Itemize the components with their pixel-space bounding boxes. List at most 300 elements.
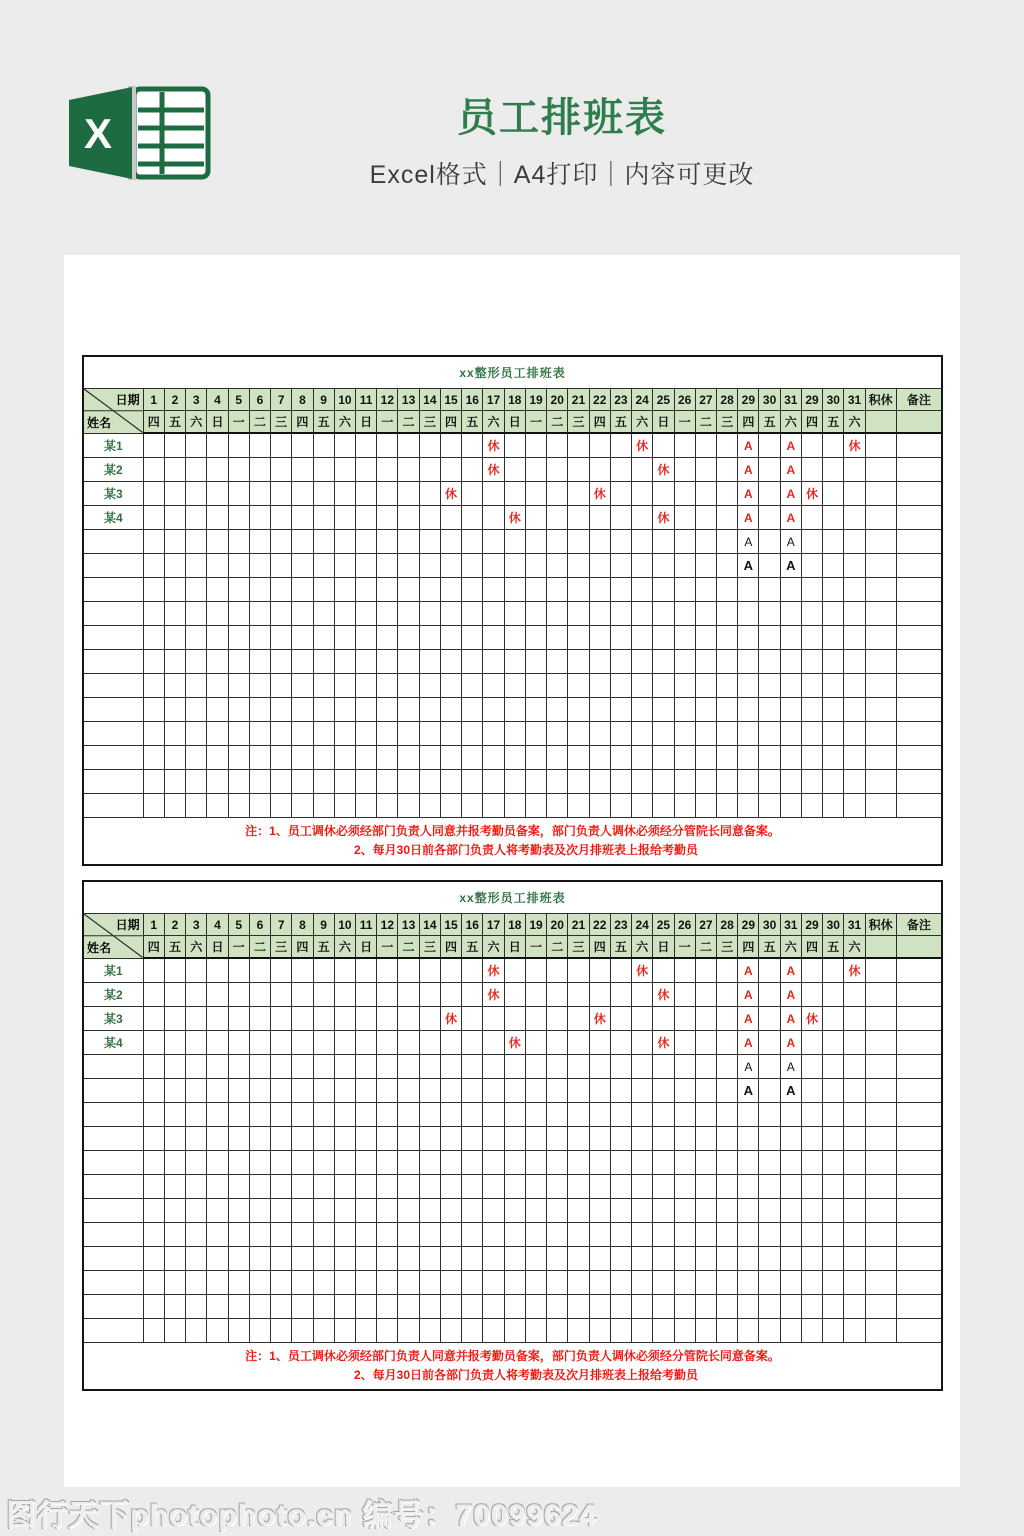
day-cell [525,1007,546,1031]
day-cell [249,1271,270,1295]
day-cell [759,554,780,578]
day-cell [292,482,313,506]
day-cell [271,1319,292,1343]
day-cell [674,674,695,698]
beizhu-cell [896,650,942,674]
weekday-header-cell: 四 [738,411,759,434]
day-cell [674,698,695,722]
day-cell [164,1247,185,1271]
day-cell [504,1175,525,1199]
day-cell [695,530,716,554]
weekday-header-cell: 三 [419,411,440,434]
day-cell [419,1055,440,1079]
day-cell [334,1271,355,1295]
day-cell [207,1007,228,1031]
jixiu-header-cell: 积休 [865,914,896,936]
day-cell [525,1127,546,1151]
day-cell [632,1127,653,1151]
mark-A: A [786,1035,796,1050]
day-cell [525,482,546,506]
day-cell [271,1295,292,1319]
day-cell [271,1151,292,1175]
day-cell [207,1175,228,1199]
day-cell [716,458,737,482]
day-cell [653,1175,674,1199]
day-cell [334,530,355,554]
day-cell [801,1175,822,1199]
day-cell [249,1199,270,1223]
date-header-cell: 18 [504,389,525,411]
day-cell [462,1103,483,1127]
day-cell [377,1127,398,1151]
day-cell [334,770,355,794]
day-cell [313,698,334,722]
day-cell [249,1103,270,1127]
weekday-header-cell: 日 [653,936,674,959]
day-cell [483,983,504,1007]
day-cell [334,983,355,1007]
day-cell [695,1271,716,1295]
day-cell [653,722,674,746]
jixiu-cell [865,554,896,578]
day-cell [844,1247,865,1271]
jixiu-cell [865,1031,896,1055]
day-cell [249,722,270,746]
weekday-header-cell: 四 [801,411,822,434]
weekday-header-cell: 日 [356,411,377,434]
employee-name-cell [83,746,143,770]
day-cell [568,698,589,722]
page-title: 员工排班表 [457,96,667,140]
day-cell [653,1151,674,1175]
date-header-cell: 7 [271,389,292,411]
day-cell [823,1319,844,1343]
day-cell [271,770,292,794]
day-cell [589,602,610,626]
day-cell [313,794,334,818]
day-cell [440,1295,461,1319]
day-cell [568,433,589,458]
beizhu-header-cell: 备注 [896,914,942,936]
day-cell [589,722,610,746]
day-cell [716,626,737,650]
day-cell [313,626,334,650]
day-cell [164,1103,185,1127]
jixiu-cell [865,1103,896,1127]
day-cell [525,770,546,794]
day-cell [801,530,822,554]
day-cell [377,1199,398,1223]
day-cell [780,674,801,698]
day-cell [462,530,483,554]
day-cell [525,433,546,458]
beizhu-cell [896,1319,942,1343]
day-cell [292,983,313,1007]
day-cell [504,554,525,578]
day-cell [292,433,313,458]
jixiu-cell [865,1271,896,1295]
day-cell [398,458,419,482]
day-cell [398,983,419,1007]
day-cell [780,1247,801,1271]
jixiu-cell [865,770,896,794]
day-cell [313,482,334,506]
day-cell [716,746,737,770]
day-cell [823,530,844,554]
notes-cell [83,1343,942,1391]
day-cell [440,602,461,626]
day-cell [377,698,398,722]
day-cell [844,578,865,602]
beizhu-cell [896,674,942,698]
day-cell [823,482,844,506]
weekday-header-cell: 四 [143,936,164,959]
weekday-header-cell: 一 [674,411,695,434]
note-line-2: 2、每月30日前各部门负责人将考勤表及次月排班表上报给考勤员 [353,843,699,857]
weekday-header-cell: 一 [674,936,695,959]
day-cell [780,1151,801,1175]
jixiu-cell [865,482,896,506]
day-cell [716,674,737,698]
day-cell [440,1247,461,1271]
day-cell [632,698,653,722]
day-cell [271,1103,292,1127]
day-cell [632,983,653,1007]
day-cell [547,482,568,506]
weekday-header-cell: 一 [228,411,249,434]
day-cell [164,1127,185,1151]
day-cell [547,1175,568,1199]
day-cell [801,1103,822,1127]
jixiu-cell [865,1175,896,1199]
day-cell [759,650,780,674]
day-cell [398,1175,419,1199]
day-cell [228,1127,249,1151]
day-cell [525,958,546,983]
day-cell [186,1079,207,1103]
day-cell [483,1055,504,1079]
date-header-cell: 25 [653,914,674,936]
day-cell [271,674,292,698]
day-cell [547,1295,568,1319]
mark-休: 休 [848,439,861,453]
beizhu-cell [896,1247,942,1271]
day-cell [823,506,844,530]
day-cell [249,482,270,506]
day-cell [695,626,716,650]
day-cell [228,433,249,458]
day-cell [164,722,185,746]
day-cell [207,602,228,626]
day-cell [483,482,504,506]
jixiu-cell [865,458,896,482]
date-header-cell: 9 [313,389,334,411]
day-cell [653,983,674,1007]
day-cell [568,1103,589,1127]
day-cell [207,626,228,650]
day-cell [547,698,568,722]
day-cell [334,433,355,458]
day-cell [377,1223,398,1247]
day-cell [695,650,716,674]
day-cell [164,674,185,698]
day-cell [589,1271,610,1295]
day-cell [801,650,822,674]
day-cell [356,770,377,794]
day-cell [207,1055,228,1079]
day-cell [483,626,504,650]
day-cell [207,1199,228,1223]
day-cell [483,746,504,770]
day-cell [589,554,610,578]
day-cell [547,1127,568,1151]
day-cell [419,1103,440,1127]
day-cell [228,602,249,626]
day-cell [313,722,334,746]
day-cell [780,506,801,530]
day-cell [483,722,504,746]
day-cell [228,1319,249,1343]
day-cell [313,1247,334,1271]
day-cell [313,1055,334,1079]
day-cell [377,1247,398,1271]
jixiu-cell [865,1199,896,1223]
day-cell [653,1079,674,1103]
day-cell [653,578,674,602]
day-cell [674,1223,695,1247]
day-cell [632,1151,653,1175]
day-cell [143,626,164,650]
day-cell [780,530,801,554]
date-header-cell: 17 [483,389,504,411]
beizhu-cell [896,458,942,482]
page-header [0,84,1024,204]
day-cell [334,1247,355,1271]
date-header-cell: 23 [610,389,631,411]
day-cell [780,1103,801,1127]
day-cell [610,1295,631,1319]
day-cell [738,722,759,746]
day-cell [186,1055,207,1079]
day-cell [674,578,695,602]
date-header-cell: 11 [356,914,377,936]
day-cell [759,1271,780,1295]
day-cell [377,1007,398,1031]
day-cell [483,602,504,626]
day-cell [801,1079,822,1103]
day-cell [419,482,440,506]
day-cell [801,578,822,602]
day-cell [716,1319,737,1343]
day-cell [419,1127,440,1151]
mark-A: A [786,462,796,477]
jixiu-cell [865,1055,896,1079]
mark-休: 休 [487,988,500,1002]
day-cell [313,1319,334,1343]
day-cell [589,1199,610,1223]
day-cell [610,554,631,578]
day-cell [228,1247,249,1271]
day-cell [610,1127,631,1151]
date-header-cell: 17 [483,914,504,936]
day-cell [377,1151,398,1175]
day-cell [292,1247,313,1271]
day-cell [653,650,674,674]
day-cell [313,1199,334,1223]
day-cell [249,698,270,722]
corner-date-label: 日期 [115,918,140,932]
day-cell [440,722,461,746]
day-cell [674,626,695,650]
day-cell [483,794,504,818]
day-cell [483,1199,504,1223]
day-cell [504,958,525,983]
day-cell [334,554,355,578]
day-cell [844,482,865,506]
day-cell [801,1247,822,1271]
day-cell [695,674,716,698]
day-cell [207,674,228,698]
day-cell [186,1031,207,1055]
day-cell [738,602,759,626]
day-cell [844,1151,865,1175]
mark-A: A [744,1035,753,1050]
day-cell [228,1295,249,1319]
day-cell [525,746,546,770]
day-cell [143,1103,164,1127]
day-cell [164,1031,185,1055]
day-cell [547,506,568,530]
day-cell [589,433,610,458]
day-cell [292,626,313,650]
day-cell [207,1247,228,1271]
day-cell [504,674,525,698]
day-cell [653,674,674,698]
day-cell [716,506,737,530]
weekday-header-cell: 四 [589,411,610,434]
employee-name-cell [83,1319,143,1343]
day-cell [419,722,440,746]
day-cell [164,1199,185,1223]
day-cell [398,602,419,626]
day-cell [759,770,780,794]
day-cell [504,698,525,722]
day-cell [568,1199,589,1223]
day-cell [823,554,844,578]
day-cell [674,722,695,746]
day-cell [716,1127,737,1151]
day-cell [207,1319,228,1343]
weekday-header-cell: 三 [419,936,440,959]
day-cell [419,602,440,626]
day-cell [419,698,440,722]
day-cell [207,1079,228,1103]
day-cell [632,1247,653,1271]
day-cell [610,1319,631,1343]
day-cell [759,626,780,650]
day-cell [716,482,737,506]
beizhu-cell [896,1079,942,1103]
day-cell [632,578,653,602]
day-cell [547,650,568,674]
day-cell [632,746,653,770]
day-cell [462,1079,483,1103]
day-cell [292,1199,313,1223]
day-cell [653,1127,674,1151]
date-header-cell: 28 [716,914,737,936]
day-cell [716,1031,737,1055]
schedule-table-1 [82,355,943,866]
day-cell [462,1199,483,1223]
day-cell [334,602,355,626]
day-cell [334,1007,355,1031]
day-cell [356,482,377,506]
day-cell [632,1103,653,1127]
day-cell [801,602,822,626]
day-cell [462,770,483,794]
day-cell [398,1079,419,1103]
day-cell [801,674,822,698]
employee-name-cell [83,1151,143,1175]
day-cell [164,1175,185,1199]
day-cell [377,1103,398,1127]
date-header-cell: 3 [186,914,207,936]
weekday-header-cell: 六 [186,411,207,434]
employee-name-cell [83,770,143,794]
day-cell [632,794,653,818]
day-cell [674,1295,695,1319]
beizhu-cell [896,983,942,1007]
day-cell [313,602,334,626]
day-cell [610,983,631,1007]
day-cell [780,578,801,602]
day-cell [228,746,249,770]
day-cell [610,1055,631,1079]
day-cell [504,1271,525,1295]
mark-A: A [786,1011,796,1026]
day-cell [780,1223,801,1247]
day-cell [483,530,504,554]
day-cell [292,458,313,482]
day-cell [334,506,355,530]
day-cell [780,1007,801,1031]
day-cell [801,1319,822,1343]
day-cell [143,983,164,1007]
day-cell [419,746,440,770]
day-cell [674,554,695,578]
day-cell [738,578,759,602]
day-cell [440,1223,461,1247]
day-cell [377,458,398,482]
employee-name-cell: 某4 [83,1031,143,1055]
employee-name-cell [83,1127,143,1151]
day-cell [716,1271,737,1295]
day-cell [844,626,865,650]
day-cell [356,530,377,554]
day-cell [292,1271,313,1295]
day-cell [186,530,207,554]
day-cell [632,1079,653,1103]
day-cell [653,530,674,554]
day-cell [589,650,610,674]
day-cell [313,1103,334,1127]
day-cell [462,958,483,983]
day-cell [462,1055,483,1079]
day-cell [313,983,334,1007]
day-cell [249,530,270,554]
day-cell [271,1031,292,1055]
weekday-header-cell: 六 [334,936,355,959]
